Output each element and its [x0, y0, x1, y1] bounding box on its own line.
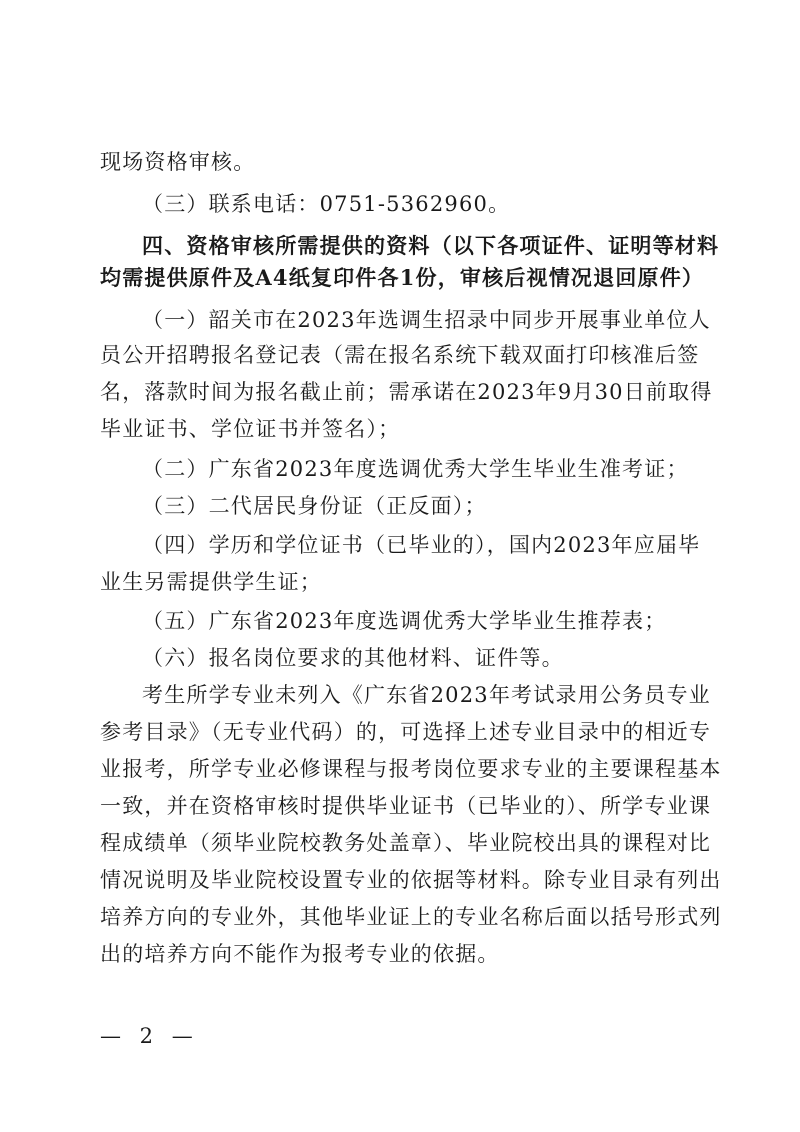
text-line: 出的培养方向不能作为报考专业的依据。 — [100, 942, 500, 966]
text-line: 情况说明及毕业院校设置专业的依据等材料。除专业目录有列出 — [100, 868, 722, 892]
text-line: （四）学历和学位证书（已毕业的），国内2023年应届毕 — [142, 533, 701, 557]
text-line: 参考目录》（无专业代码）的，可选择上述专业目录中的相近专 — [100, 720, 712, 744]
text-line: （三）二代居民身份证（正反面）； — [142, 494, 487, 518]
section-heading-cont: 均需提供原件及A4纸复印件各1份，审核后视情况退回原件） — [100, 265, 705, 290]
text-line: 名，落款时间为报名截止前；需承诺在2023年9月30日前取得 — [100, 380, 713, 404]
text-line: 毕业证书、学位证书并签名）； — [100, 417, 401, 441]
text-line: （二）广东省2023年度选调优秀大学生毕业生准考证； — [142, 457, 689, 481]
page-number: — 2 — — [100, 1024, 199, 1048]
text-line: 培养方向的专业外，其他毕业证上的专业名称后面以括号形式列 — [100, 905, 722, 929]
text-line: 一致，并在资格审核时提供毕业证书（已毕业的）、所学专业课 — [100, 794, 712, 818]
text-line: （一）韶关市在2023年选调生招录中同步开展事业单位人 — [142, 308, 711, 332]
text-line: 员公开招聘报名登记表（需在报名系统下载双面打印核准后签 — [100, 343, 700, 367]
text-line: 业报考，所学专业必修课程与报考岗位要求专业的主要课程基本 — [100, 757, 722, 781]
text-line: （六）报名岗位要求的其他材料、证件等。 — [142, 646, 564, 670]
text-line: 现场资格审核。 — [100, 150, 256, 174]
text-line: 业生另需提供学生证； — [100, 570, 322, 594]
text-line: 程成绩单（须毕业院校教务处盖章）、毕业院校出具的课程对比 — [100, 831, 712, 855]
text-line: 考生所学专业未列入《广东省2023年考试录用公务员专业 — [142, 683, 711, 707]
text-line: （五）广东省2023年度选调优秀大学毕业生推荐表； — [142, 609, 667, 633]
contact-phone: （三）联系电话：0751-5362960。 — [142, 192, 511, 216]
section-heading: 四、资格审核所需提供的资料（以下各项证件、证明等材料 — [142, 233, 720, 258]
